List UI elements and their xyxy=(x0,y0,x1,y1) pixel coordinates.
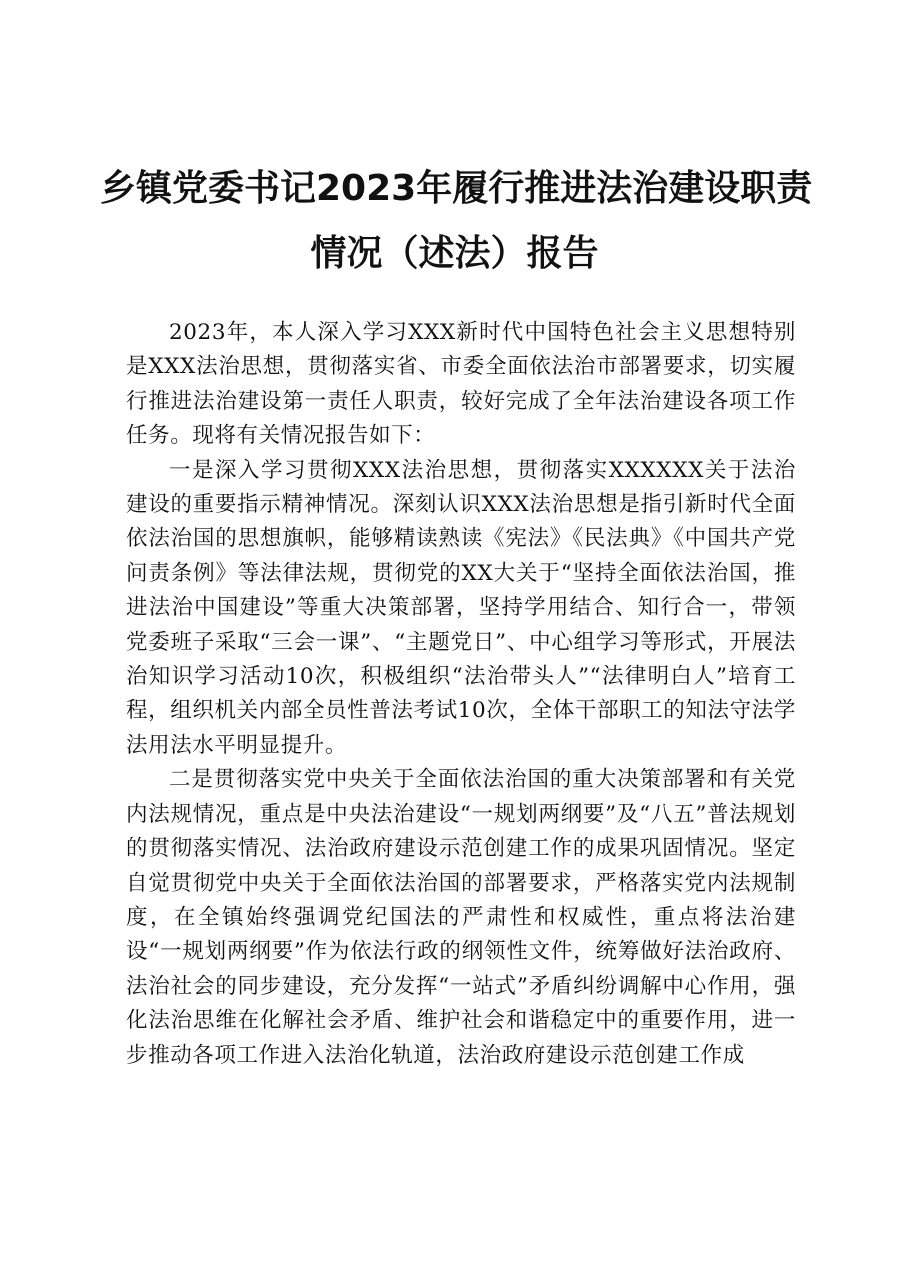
paragraph-section-1: 一是深入学习贯彻XXX法治思想，贯彻落实XXXXXX关于法治建设的重要指示精神情况。深刻认识XXX法治思想是指引新时代全面依法治国的思想旗帜，能够精读熟读《宪法》《民法典》《中国共产党问责条例》等法律法规，贯彻党的XX大关于“坚持全面依法治国，推进法治中国建设”等重大决策部署，坚持学用结合、知行合一，带领党委班子采取“三会一课”、“主题党日”、中心组学习等形式，开展法治知识学习活动10次，积极组织“法治带头人”“法律明白人”培育工程，组织机关内部全员性普法考试10次，全体干部职工的知法守法学法用法水平明显提升。 xyxy=(126,457,796,758)
paragraph-section-2: 二是贯彻落实党中央关于全面依法治国的重大决策部署和有关党内法规情况，重点是中央法治建设“一规划两纲要”及“八五”普法规划的贯彻落实情况、法治政府建设示范创建工作的成果巩固情况。坚定自觉贯彻党中央关于全面依法治国的部署要求，严格落实党内法规制度，在全镇始终强调党纪国法的严肃性和权威性，重点将法治建设“一规划两纲要”作为依法行政的纲领性文件，统筹做好法治政府、法治社会的同步建设，充分发挥“一站式”矛盾纠纷调解中心作用，强化法治思维在化解社会矛盾、维护社会和谐稳定中的重要作用，进一步推动各项工作进入法治化轨道，法治政府建设示范创建工作成 xyxy=(126,767,796,1068)
document-title-line-1: 乡镇党委书记2023年履行推进法治建设职责 xyxy=(100,168,813,209)
paragraph-intro: 2023年，本人深入学习XXX新时代中国特色社会主义思想特别是XXX法治思想，贯彻落实省、市委全面依法治市部署要求，切实履行推进法治建设第一责任人职责，较好完成了全年法治建设各项工作任务。现将有关情况报告如下： xyxy=(126,320,796,449)
document-title-line-2: 情况（述法）报告 xyxy=(310,233,599,274)
document-body xyxy=(126,316,796,1073)
